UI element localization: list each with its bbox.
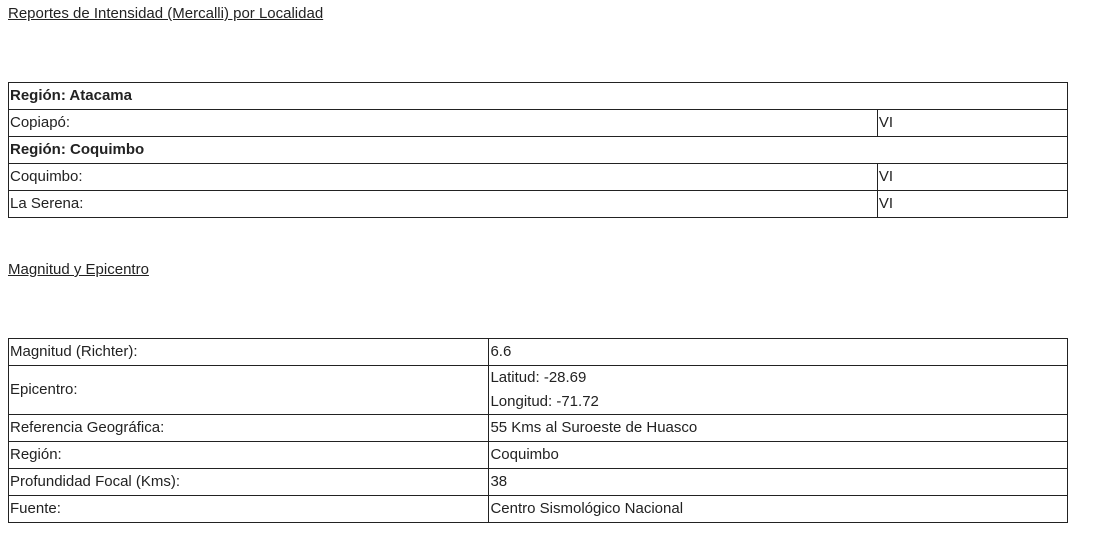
epicenter-value [489, 366, 1068, 415]
magnitude-table [8, 338, 1068, 523]
region-row [9, 83, 1068, 110]
locality-row [9, 164, 1068, 191]
locality-label: La Serena: [9, 191, 878, 218]
intensity-value: VI [877, 110, 1067, 137]
region-info-row [9, 442, 1068, 469]
intensity-value: VI [877, 191, 1067, 218]
magnitude-label: Magnitud (Richter): [9, 339, 489, 366]
region-info-label: Región: [9, 442, 489, 469]
locality-label: Coquimbo: [9, 164, 878, 191]
latitude-value: Latitud: -28.69 [490, 369, 587, 386]
region-row [9, 137, 1068, 164]
locality-row [9, 191, 1068, 218]
longitude-value: Longitud: -71.72 [490, 393, 599, 410]
intensity-reports-link[interactable]: Reportes de Intensidad (Mercalli) por Localidad [8, 5, 324, 22]
source-value: Centro Sismológico Nacional [489, 496, 1068, 523]
locality-row [9, 110, 1068, 137]
epicenter-row [9, 366, 1068, 415]
geo-reference-label: Referencia Geográfica: [9, 415, 489, 442]
region-label: Región: Atacama [9, 83, 1068, 110]
geo-reference-value: 55 Kms al Suroeste de Huasco [489, 415, 1068, 442]
region-label: Región: Coquimbo [9, 137, 1068, 164]
magnitude-value: 6.6 [489, 339, 1068, 366]
depth-row [9, 469, 1068, 496]
epicenter-label: Epicentro: [9, 366, 489, 415]
depth-value: 38 [489, 469, 1068, 496]
region-info-value: Coquimbo [489, 442, 1068, 469]
source-label: Fuente: [9, 496, 489, 523]
depth-label: Profundidad Focal (Kms): [9, 469, 489, 496]
intensity-table [8, 82, 1068, 218]
locality-label: Copiapó: [9, 110, 878, 137]
magnitude-epicenter-link[interactable]: Magnitud y Epicentro [8, 261, 149, 278]
source-row [9, 496, 1068, 523]
geo-reference-row [9, 415, 1068, 442]
intensity-value: VI [877, 164, 1067, 191]
magnitude-row [9, 339, 1068, 366]
